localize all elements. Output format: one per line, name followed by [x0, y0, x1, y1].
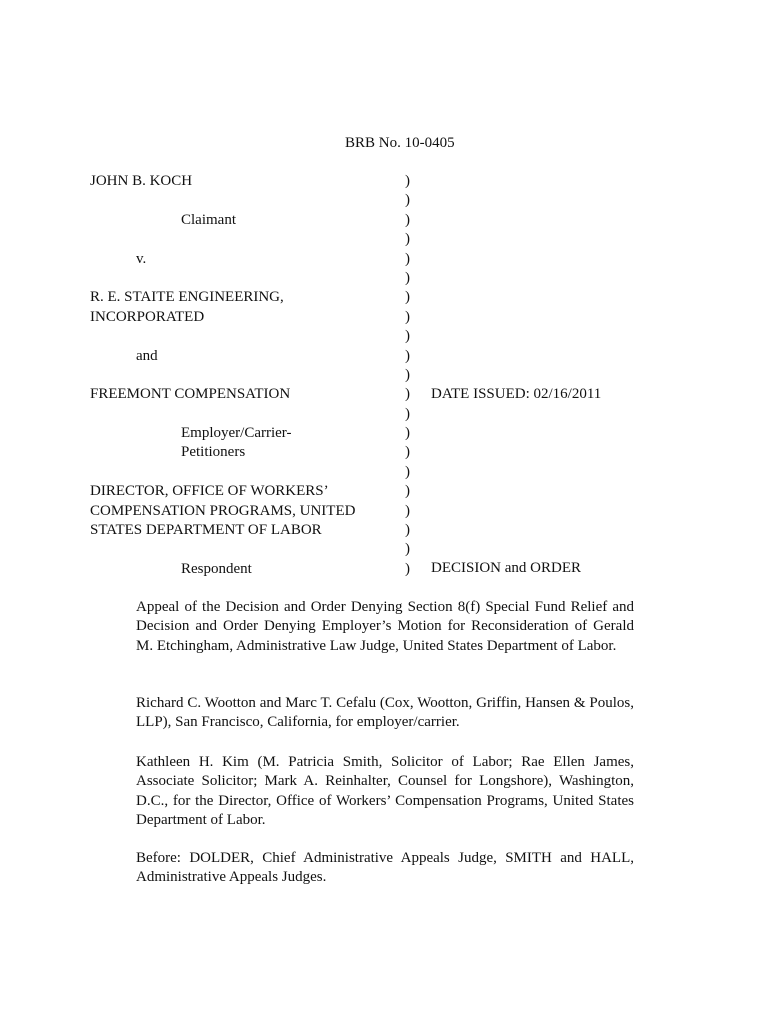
director-counsel-paragraph: Kathleen H. Kim (M. Patricia Smith, Solicitor of Labor; Rae Ellen James, Associate Solicitor; Mark A. Reinhalter, Counsel for Longshore), Washington, D.C., for the Director, Office of Workers’ Compensation Programs, United States Department of Labor.	[136, 754, 634, 829]
claimant-role: Claimant	[181, 211, 236, 228]
caption-parenthesis: )	[405, 347, 410, 364]
director-name-line2: COMPENSATION PROGRAMS, UNITED	[90, 502, 356, 519]
caption-parenthesis-column	[405, 172, 419, 579]
caption-parenthesis: )	[405, 192, 410, 209]
caption-parenthesis: )	[405, 289, 410, 306]
carrier-name: FREEMONT COMPENSATION	[90, 386, 291, 403]
caption-parenthesis: )	[405, 483, 410, 500]
caption-parenthesis: )	[405, 308, 410, 325]
versus-label: v.	[136, 250, 147, 267]
caption-parenthesis: )	[405, 502, 410, 519]
employer-name-line2: INCORPORATED	[90, 308, 205, 325]
caption-parenthesis: )	[405, 405, 410, 422]
caption-parenthesis: )	[405, 560, 410, 577]
case-caption	[90, 172, 410, 579]
caption-parenthesis: )	[405, 522, 410, 539]
panel-paragraph: Before: DOLDER, Chief Administrative Appeals Judge, SMITH and HALL, Administrative Appeals Judges.	[136, 850, 634, 886]
caption-parenthesis: )	[405, 173, 410, 189]
conjunction-label: and	[136, 347, 158, 364]
caption-parenthesis: )	[405, 269, 410, 286]
claimant-name: JOHN B. KOCH	[90, 173, 193, 189]
caption-parenthesis: )	[405, 250, 410, 267]
petitioner-role-line2: Petitioners	[181, 444, 246, 461]
caption-parenthesis: )	[405, 211, 410, 228]
caption-parenthesis: )	[405, 366, 410, 383]
caption-parenthesis: )	[405, 328, 410, 345]
caption-parenthesis: )	[405, 425, 410, 442]
docket-number: BRB No. 10-0405	[345, 135, 455, 151]
director-name-line3: STATES DEPARTMENT OF LABOR	[90, 522, 322, 539]
respondent-role: Respondent	[181, 560, 252, 577]
caption-parenthesis: )	[405, 541, 410, 558]
appeal-paragraph: Appeal of the Decision and Order Denying Section 8(f) Special Fund Relief and Decision and Order Denying Employer’s Motion for Reconsideration of Gerald M. Etchingham, Administrative Law Judge, United States Department of Labor.	[136, 599, 634, 654]
caption-parenthesis: )	[405, 463, 410, 480]
caption-parenthesis: )	[405, 231, 410, 248]
director-name-line1: DIRECTOR, OFFICE OF WORKERS’	[90, 483, 329, 500]
petitioner-role-line1: Employer/Carrier-	[181, 425, 292, 442]
employer-counsel-paragraph: Richard C. Wootton and Marc T. Cefalu (Cox, Wootton, Griffin, Hansen & Poulos, LLP), San Francisco, California, for employer/carrier.	[136, 695, 634, 731]
caption-parenthesis: )	[405, 444, 410, 461]
caption-parenthesis: )	[405, 386, 410, 403]
date-issued: DATE ISSUED: 02/16/2011	[431, 386, 602, 402]
decision-label: DECISION and ORDER	[431, 560, 581, 576]
employer-name-line1: R. E. STAITE ENGINEERING,	[90, 289, 284, 306]
